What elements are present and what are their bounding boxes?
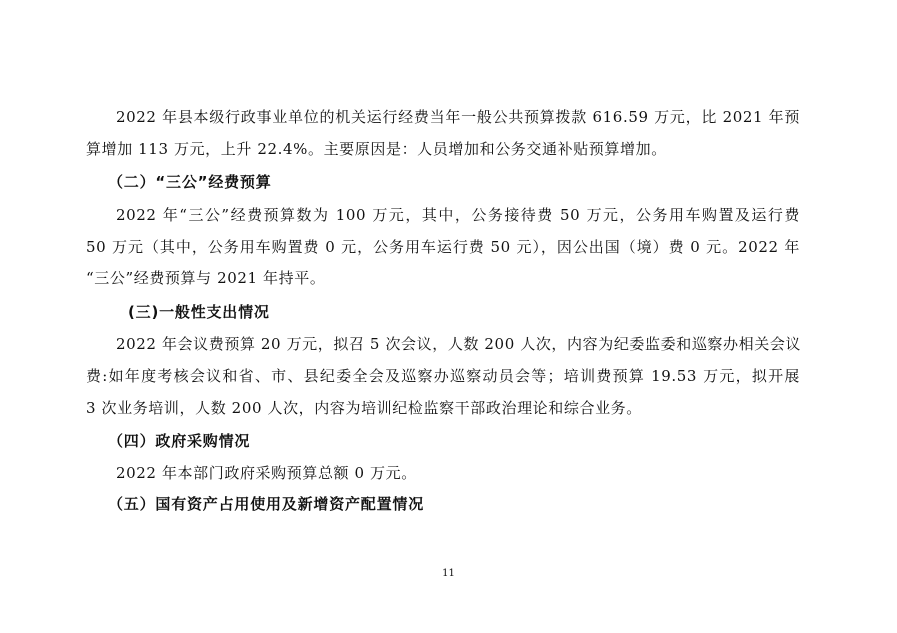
paragraph-government-procurement-line-1: 2022 年本部门政府采购预算总额 0 万元。 [116,464,417,482]
section-heading-three-public-expenses: （二）“三公”经费预算 [108,173,272,191]
paragraph-operating-expenses-line-1: 2022 年县本级行政事业单位的机关运行经费当年一般公共预算拨款 616.59 万元，比 2021 年预 [116,108,800,126]
section-heading-general-expenditure: (三)一般性支出情况 [128,303,270,321]
page-number: 11 [442,568,455,579]
paragraph-three-public-line-1: 2022 年“三公”经费预算数为 100 万元，其中，公务接待费 50 万元，公务用车购置及运行费 [116,206,800,224]
paragraph-general-expenditure-line-3: 3 次业务培训，人数 200 人次，内容为培训纪检监察干部政治理论和综合业务。 [86,399,642,417]
paragraph-operating-expenses-line-2: 算增加 113 万元，上升 22.4%。主要原因是：人员增加和公务交通补贴预算增加。 [86,140,667,158]
section-heading-government-procurement: （四）政府采购情况 [108,432,251,450]
paragraph-three-public-line-3: “三公”经费预算与 2021 年持平。 [86,269,326,287]
paragraph-general-expenditure-line-1: 2022 年会议费预算 20 万元，拟召 5 次会议，人数 200 人次，内容为纪委监委和巡察办相关会议 [116,335,802,353]
paragraph-three-public-line-2: 50 万元（其中，公务用车购置费 0 元，公务用车运行费 50 元），因公出国（境）费 0 元。2022 年 [86,238,800,256]
paragraph-general-expenditure-line-2: 费:如年度考核会议和省、市、县纪委全会及巡察办巡察动员会等；培训费预算 19.53 万元，拟开展 [86,367,800,385]
section-heading-state-assets: （五）国有资产占用使用及新增资产配置情况 [108,495,425,513]
